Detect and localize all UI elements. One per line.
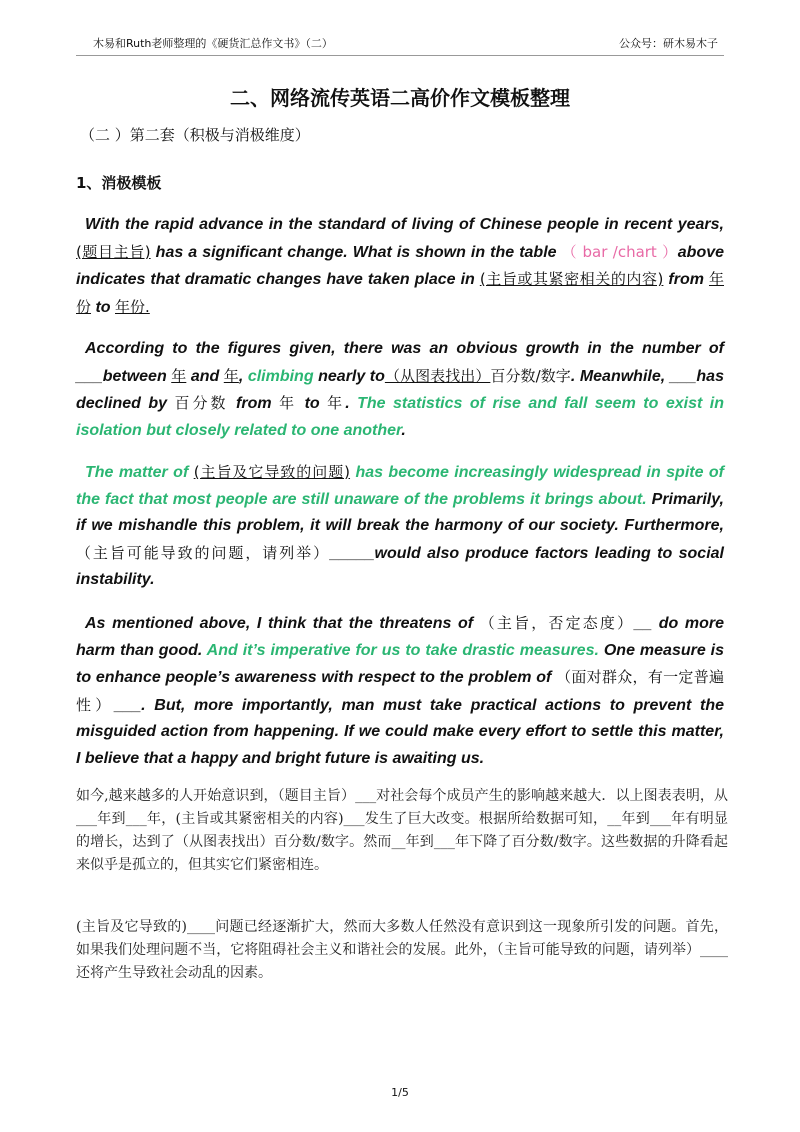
paragraph-3: The matter of (主旨及它导致的问题) has become increasingly widespread in spite of the fact that most people are still unaware of the problems it brings about. Primarily, if we mishandle this problem, it will break the harmony of our society. Furthermore, （主旨可能导致的问题，请列举）_____would also produce factors leading to social instability. <box>76 463 724 588</box>
header-left: 木易和Ruth老师整理的《硬货汇总作文书》（二） <box>93 37 333 50</box>
page-number: 1/5 <box>391 1086 409 1099</box>
paragraph-2: According to the figures given, there was an obvious growth in the number of ___between 年 and 年, climbing nearly to（从图表找出）百分数/数字. Meanwhile, ___has declined by 百分数 from 年 to 年. The statistics of rise and fall seem to exist in isolation but closely related to one another. <box>76 340 724 439</box>
subheading: 1、消极模板 <box>76 174 162 192</box>
header-right: 公众号：研木易木子 <box>619 37 718 50</box>
page-title: 二、网络流传英语二高价作文模板整理 <box>230 86 570 110</box>
chinese-translation-1: 如今,越来越多的人开始意识到，（题目主旨）___对社会每个成员产生的影响越来越大．以上图表表明，从___年到___年，(主旨或其紧密相关的内容)___发生了巨大改变。根据所给数据可知，__年到___年有明显的增长，达到了（从图表找出）百分数/数字。然而__年到___年下降了百分数/数字。这些数据的升降看起来似乎是孤立的，但其实它们紧密相连。 <box>76 788 728 873</box>
paragraph-1: With the rapid advance in the standard of living of Chinese people in recent years, (题目主旨) has a significant change. What is shown in the table （ bar /chart ）above indicates that dramatic changes have taken place in (主旨或其紧密相关的内容) from 年份 to 年份. <box>76 216 725 316</box>
paragraph-4: As mentioned above, I think that the threatens of （主旨，否定态度）__ do more harm than good. And it’s imperative for us to take drastic measures. One measure is to enhance people’s awareness with respect to the problem of （面对群众，有一定普遍性）___. But, more importantly, man must take practical actions to prevent the misguided action from happening. If we could make every effort to settle this matter, I believe that a happy and bright future is awaiting us. <box>76 614 725 767</box>
section-title: （二 ）第二套（积极与消极维度） <box>80 126 310 144</box>
header-divider <box>76 55 724 56</box>
chinese-translation-2: (主旨及它导致的)____问题已经逐渐扩大，然而大多数人任然没有意识到这一现象所引发的问题。首先，如果我们处理问题不当，它将阻碍社会主义和谐社会的发展。此外，（主旨可能导致的问题，请列举）____还将产生导致社会动乱的因素。 <box>76 919 728 981</box>
